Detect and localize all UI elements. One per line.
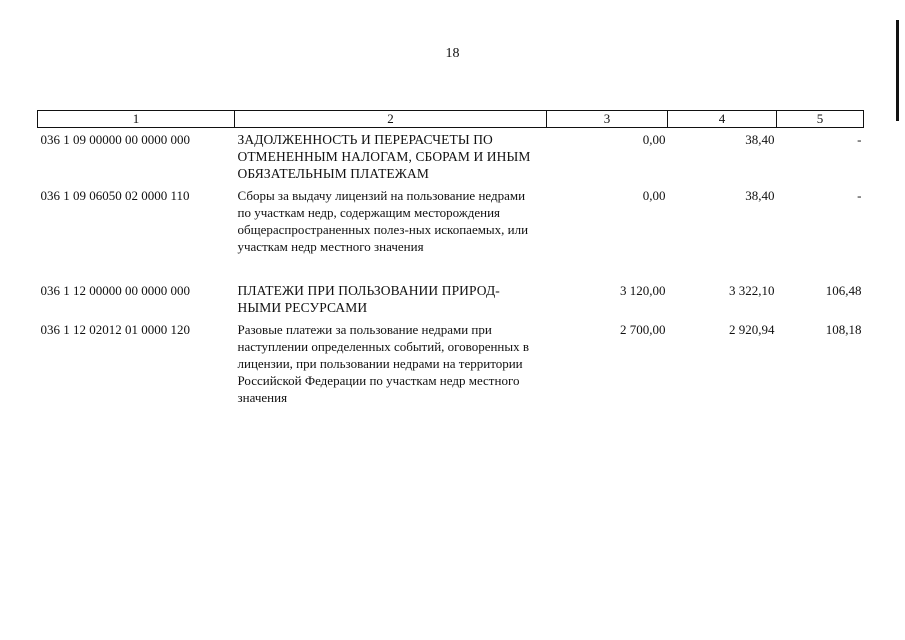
table-header [38,111,864,128]
value-col-3: 2 700,00 [620,322,666,337]
value-col-5: - [857,188,862,203]
value-col-3: 0,00 [642,188,666,203]
item-name: ПЛАТЕЖИ ПРИ ПОЛЬЗОВАНИИ ПРИРОД-НЫМИ РЕСУРСАМИ [237,283,500,315]
item-name: Разовые платежи за пользование недрами при наступлении определенных событий, оговоренных в лицензии, при пользовании недрами на территории Российской Федерации по участкам недр местного значения [237,322,530,405]
table-row [38,318,864,406]
item-name: ЗАДОЛЖЕННОСТЬ И ПЕРЕРАСЧЕТЫ ПО ОТМЕНЕННЫМ НАЛОГАМ, СБОРАМ И ИНЫМ ОБЯЗАТЕЛЬНЫМ ПЛАТЕЖАМ [237,132,531,181]
header-row [38,111,864,128]
table-row [38,184,864,279]
budget-code: 036 1 09 06050 02 0000 110 [40,188,190,203]
value-col-5: 108,18 [825,322,862,337]
table-row [38,128,864,185]
page-number: 18 [445,46,460,61]
budget-code: 036 1 12 02012 01 0000 120 [40,322,190,337]
scan-edge-mark [896,20,899,121]
header-col-5: 5 [777,111,864,128]
value-col-4: 2 920,94 [729,322,775,337]
value-col-4: 38,40 [745,188,775,203]
budget-table [37,110,864,406]
value-col-4: 38,40 [745,132,775,147]
header-col-3: 3 [547,111,668,128]
value-col-3: 3 120,00 [620,283,666,298]
value-col-4: 3 322,10 [729,283,775,298]
table-row [38,279,864,318]
header-col-1: 1 [38,111,235,128]
budget-code: 036 1 09 00000 00 0000 000 [40,132,190,147]
value-col-5: - [857,132,862,147]
table-body [38,128,864,407]
header-col-2: 2 [235,111,547,128]
header-col-4: 4 [668,111,777,128]
item-name: Сборы за выдачу лицензий на пользование недрами по участкам недр, содержащим месторождения общераспространенных полез-ных ископаемых, или участкам недр местного значения [237,188,529,254]
value-col-3: 0,00 [642,132,666,147]
budget-code: 036 1 12 00000 00 0000 000 [40,283,190,298]
value-col-5: 106,48 [825,283,862,298]
